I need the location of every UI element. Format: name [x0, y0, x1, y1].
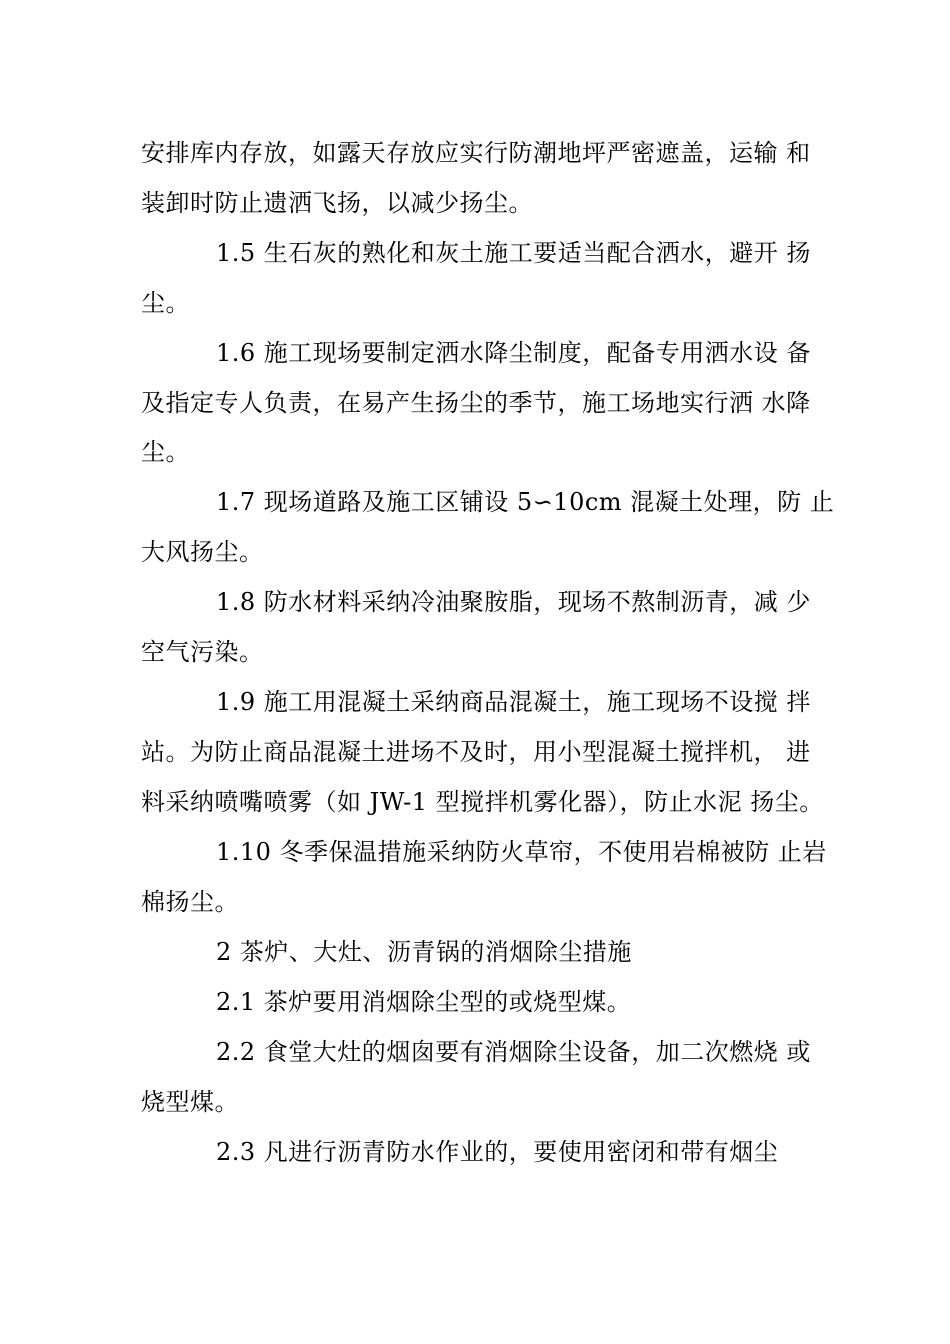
text-line: 1.9 施工用混凝土采纳商品混凝土，施工现场不设搅 拌: [216, 688, 811, 716]
text-line: 1.10 冬季保温措施采纳防火草帘，不使用岩棉被防 止岩: [216, 838, 827, 866]
text-line: 料采纳喷嘴喷雾（如 JW-1 型搅拌机雾化器），防止水泥 扬尘。: [141, 788, 824, 816]
text-line: 2.3 凡进行沥青防水作业的，要使用密闭和带有烟尘: [216, 1138, 779, 1166]
section-heading: 2 茶炉、大灶、沥青锅的消烟除尘措施: [216, 938, 632, 966]
text-line: 2.1 茶炉要用消烟除尘型的或烧型煤。: [216, 988, 632, 1016]
text-line: 站。为防止商品混凝土进场不及时，用小型混凝土搅拌机， 进: [141, 738, 811, 766]
text-line: 1.7 现场道路及施工区铺设 5∽10cm 混凝土处理，防 止: [216, 488, 835, 516]
text-line: 安排库内存放，如露天存放应实行防潮地坪严密遮盖，运输 和: [141, 139, 811, 167]
text-line: 烧型煤。: [141, 1088, 239, 1116]
text-line: 大风扬尘。: [141, 538, 264, 566]
text-line: 装卸时防止遗洒飞扬，以减少扬尘。: [141, 189, 533, 217]
text-line: 1.8 防水材料采纳冷油聚胺脂，现场不熬制沥青，减 少: [216, 588, 811, 616]
text-line: 棉扬尘。: [141, 888, 239, 916]
text-line: 空气污染。: [141, 638, 264, 666]
text-line: 2.2 食堂大灶的烟囱要有消烟除尘设备，加二次燃烧 或: [216, 1038, 811, 1066]
text-line: 1.6 施工现场要制定洒水降尘制度，配备专用洒水设 备: [216, 339, 811, 367]
text-line: 尘。: [141, 438, 190, 466]
text-line: 及指定专人负责，在易产生扬尘的季节，施工场地实行洒 水降: [141, 389, 811, 417]
text-line: 尘。: [141, 289, 190, 317]
text-line: 1.5 生石灰的熟化和灰土施工要适当配合洒水，避开 扬: [216, 239, 811, 267]
